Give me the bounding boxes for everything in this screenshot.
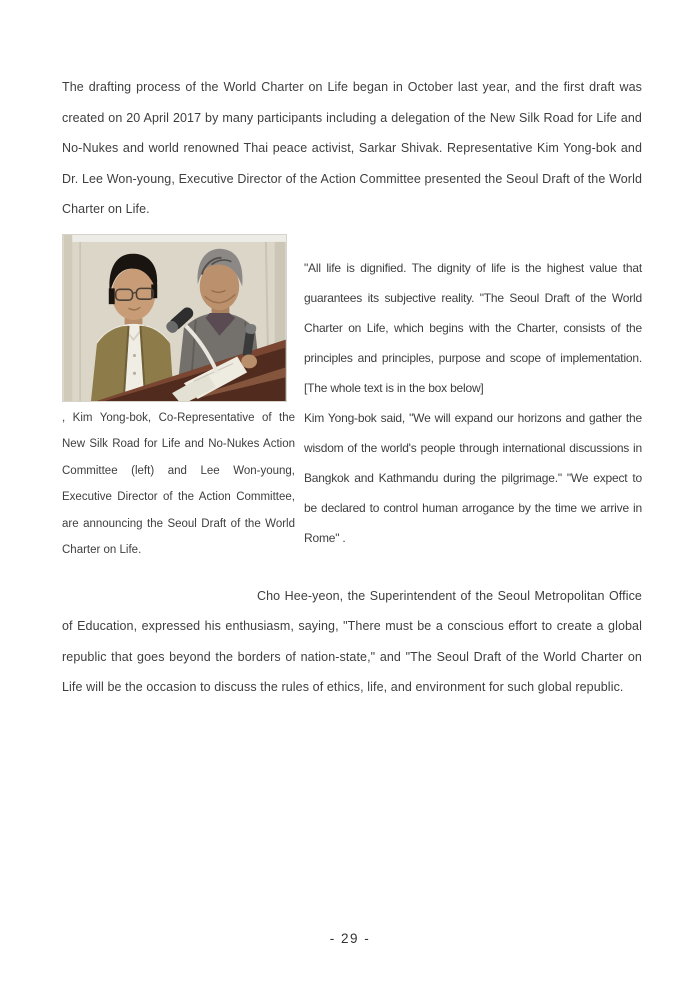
quote-paragraph: "All life is dignified. The dignity of life is the highest value that guarantees its subjective reality. "The Seoul Draft of the World Charter on Life, which begins with the Charter, consists of the principles and principles, purpose and scope of implementation. [The whole text is in the box below] — [304, 260, 642, 395]
page-number: - 29 - — [329, 931, 371, 946]
podium-announcement-photo — [62, 234, 287, 402]
kim-paragraph: Kim Yong-bok said, "We will expand our horizons and gather the wisdom of the world's people through international discussions in Bangkok and Kathmandu during the pilgrimage." "We expect to be declared to control human arrogance by the time we arrive in Rome" . — [304, 410, 642, 545]
quote-column — [304, 234, 642, 564]
photo-caption: , Kim Yong-bok, Co-Representative of the New Silk Road for Life and No-Nukes Action Committee (left) and Lee Won-young, Executive Director of the Action Committee, are announcing the Seoul Draft of the World Charter on Life. — [62, 411, 295, 556]
photo-figure — [62, 234, 295, 564]
cho-paragraph: Cho Hee-yeon, the Superintendent of the Seoul Metropolitan Office of Education, expressed his enthusiasm, saying, "There must be a conscious effort to create a global republic that goes beyond the borders of nation-state," and "The Seoul Draft of the World Charter on Life will be the occasion to discuss the rules of ethics, life, and environment for such global republic. — [62, 588, 642, 694]
intro-paragraph: The drafting process of the World Charter on Life began in October last year, and the first draft was created on 20 April 2017 by many participants including a delegation of the New Silk Road for Life and No-Nukes and world renowned Thai peace activist, Sarkar Shivak. Representative Kim Yong-bok and Dr. Lee Won-young, Executive Director of the Action Committee presented the Seoul Draft of the World Charter on Life. — [62, 80, 642, 216]
photo-and-quote-section — [62, 234, 642, 564]
